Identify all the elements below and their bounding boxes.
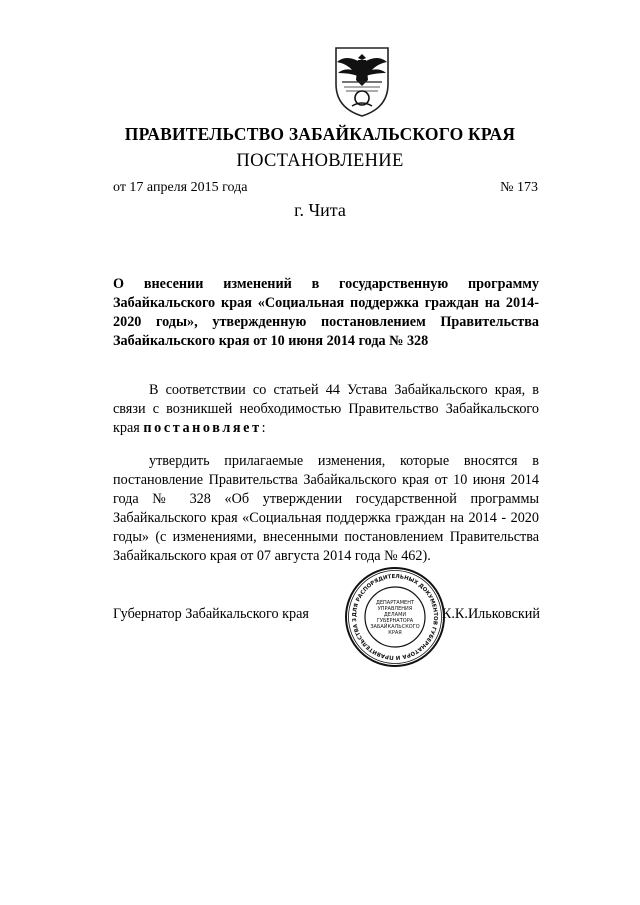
organization-title: ПРАВИТЕЛЬСТВО ЗАБАЙКАЛЬСКОГО КРАЯ [124,124,516,144]
coat-of-arms-icon [328,40,396,118]
paragraph-basis [113,381,539,438]
document-subject: О внесении изменений в государственную программу Забайкальского края «Социальная поддержка граждан на 2014-2020 годы», утвержденную постановлением Правительства Забайкальского края от 10 июня 2014 года № 328 [113,276,539,349]
seal-outer-text: ДЛЯ РАСПОРЯДИТЕЛЬНЫХ ДОКУМЕНТОВ ГУБЕРНАТОРА И ПРАВИТЕЛЬСТВА З [351,573,439,661]
paragraph-basis-text: В соответствии со статьей 44 Устава Забайкальского края, в связи с возникшей необходимостью Правительство Забайкальского края [113,382,539,436]
document-city: г. Чита [294,200,346,220]
decree-word: постановляет [143,420,262,436]
paragraph-decision: утвердить прилагаемые изменения, которые вносятся в постановление Правительства Забайкальского края от 10 июня 2014 года № 328 «Об утверждении государственной программы Забайкальского края «Социальная поддержка граждан на 2014 - 2020 годы» (с изменениями, внесенными постановлением Правительства Забайкальского края от 07 августа 2014 года № 462). [113,453,539,564]
paragraph-basis-end: : [261,420,266,436]
document-number: № 173 [500,180,538,195]
signatory-title: Губернатор Забайкальского края [113,606,309,622]
document-type-title: ПОСТАНОВЛЕНИЕ [236,151,404,171]
signatory-name: К.К.Ильковский [441,606,540,622]
document-date: от 17 апреля 2015 года [113,180,248,195]
seal-center-text: ДЕПАРТАМЕНТ УПРАВЛЕНИЯ ДЕЛАМИ ГУБЕРНАТОРА ЗАБАЙКАЛЬСКОГО КРАЯ [370,600,420,636]
official-seal [344,566,446,668]
